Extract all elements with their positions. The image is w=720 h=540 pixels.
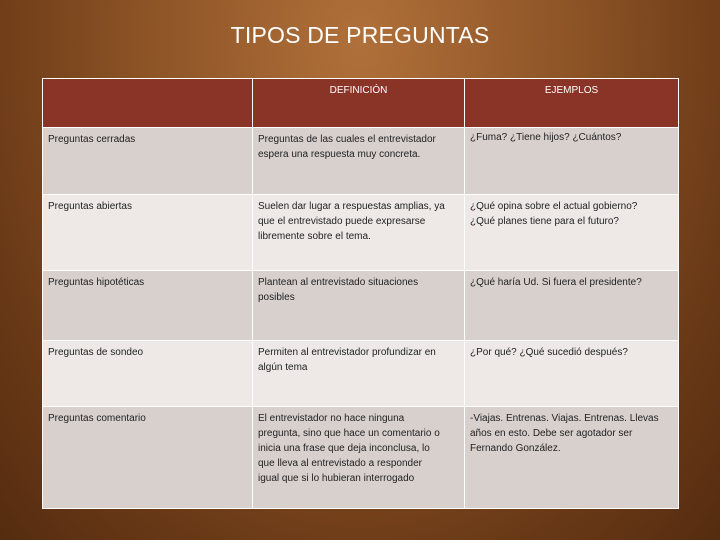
row-examples	[465, 341, 679, 407]
row-definition	[253, 407, 465, 509]
definition-line: libremente sobre el tema.	[258, 231, 371, 242]
row-definition	[253, 195, 465, 271]
row-examples	[465, 128, 679, 195]
table-header-row	[43, 79, 679, 128]
definition-line: Plantean al entrevistado situaciones	[258, 277, 419, 288]
definition-line: Suelen dar lugar a respuestas amplias, ya	[258, 201, 445, 212]
header-definicion: DEFINICIÓN	[253, 79, 465, 128]
definition-line: Preguntas de las cuales el entrevistador	[258, 134, 436, 145]
example-line: ¿Qué opina sobre el actual gobierno?	[470, 201, 638, 212]
definition-line: algún tema	[258, 362, 308, 373]
slide-title: TIPOS DE PREGUNTAS	[230, 22, 490, 48]
example-line: -Viajas. Entrenas. Viajas. Entrenas. Llevas	[470, 413, 659, 424]
row-examples	[465, 271, 679, 341]
definition-line: que el entrevistado puede expresarse	[258, 216, 426, 227]
row-type: Preguntas cerradas	[43, 128, 253, 195]
definition-line: igual que si lo hubieran interrogado	[258, 473, 415, 484]
row-definition	[253, 128, 465, 195]
table-row	[43, 128, 679, 195]
definition-line: posibles	[258, 292, 295, 303]
row-examples	[465, 407, 679, 509]
row-type: Preguntas hipotéticas	[43, 271, 253, 341]
table-row	[43, 195, 679, 271]
row-type: Preguntas de sondeo	[43, 341, 253, 407]
example-line: ¿Por qué? ¿Qué sucedió después?	[470, 347, 628, 358]
example-line: Fernando González.	[470, 443, 561, 454]
definition-line: pregunta, sino que hace un comentario o	[258, 428, 440, 439]
row-type: Preguntas abiertas	[43, 195, 253, 271]
header-ejemplos: EJEMPLOS	[465, 79, 679, 128]
definition-line: Permiten al entrevistador profundizar en	[258, 347, 436, 358]
row-type: Preguntas comentario	[43, 407, 253, 509]
header-empty-cell	[43, 79, 253, 128]
example-line: ¿Qué haría Ud. Si fuera el presidente?	[470, 277, 642, 288]
table-row	[43, 271, 679, 341]
table-row	[43, 341, 679, 407]
row-definition	[253, 271, 465, 341]
row-examples	[465, 195, 679, 271]
row-definition	[253, 341, 465, 407]
definition-line: El entrevistador no hace ninguna	[258, 413, 405, 424]
definition-line: inicia una frase que deja inconclusa, lo	[258, 443, 430, 454]
example-line: años en esto. Debe ser agotador ser	[470, 428, 633, 439]
definition-line: que lleva al entrevistado a responder	[258, 458, 422, 469]
table-row	[43, 407, 679, 509]
definition-line: espera una respuesta muy concreta.	[258, 149, 421, 160]
example-line: ¿Qué planes tiene para el futuro?	[470, 216, 619, 227]
example-line: ¿Fuma? ¿Tiene hijos? ¿Cuántos?	[470, 132, 622, 143]
questions-table	[42, 78, 679, 509]
